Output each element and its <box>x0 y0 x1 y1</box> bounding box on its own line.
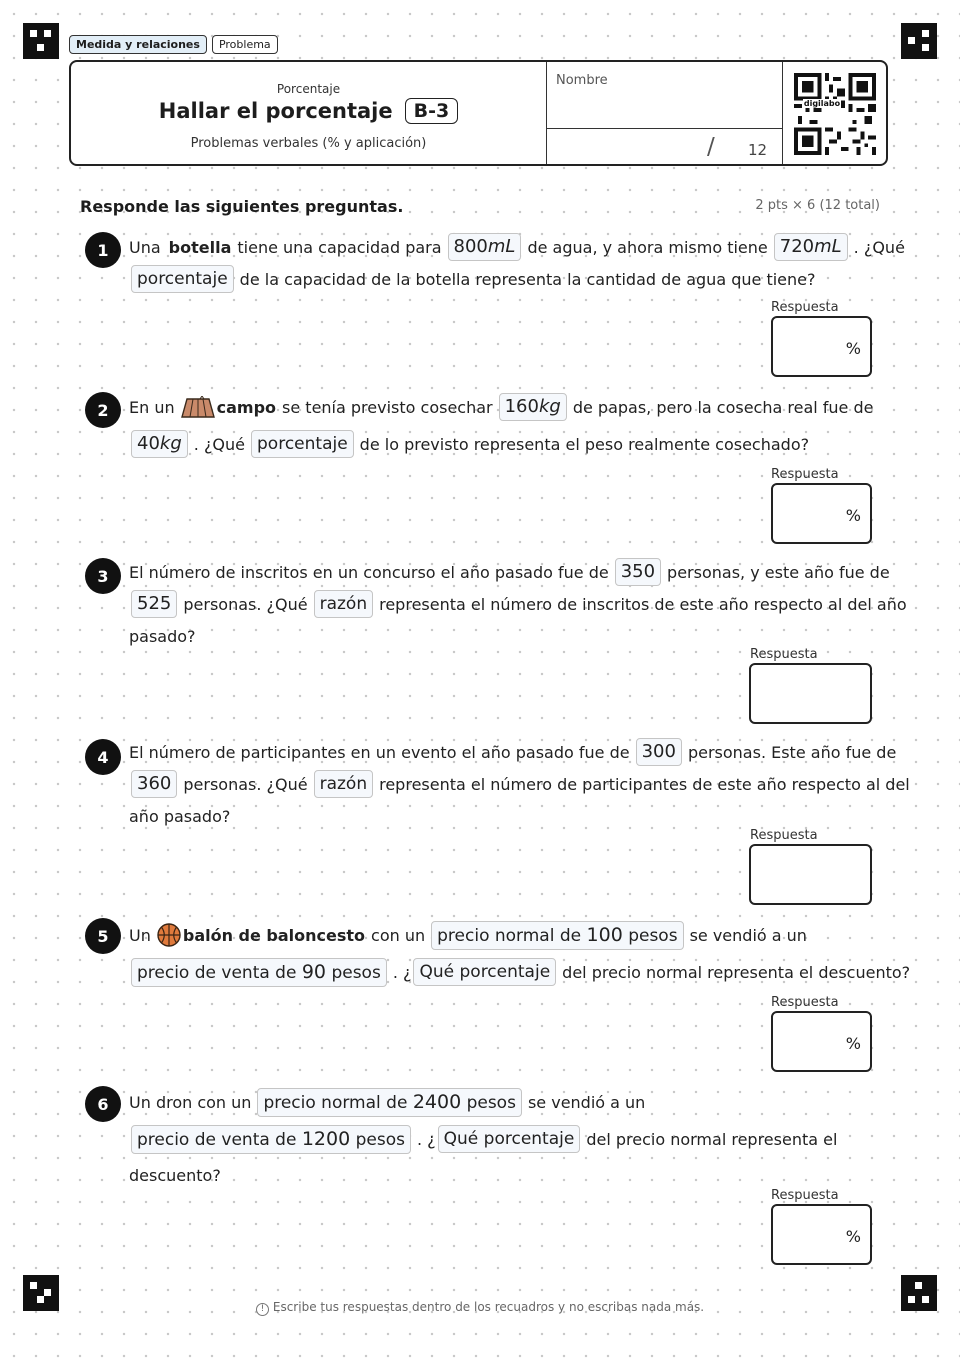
question-3: El número de inscritos en un concurso el año pasado fue de 350 personas, y este año fue de 525 personas. ¿Qué razón representa el número de inscritos de este año respecto al del año pasado? <box>129 556 874 652</box>
question-number-5: 5 <box>85 918 121 954</box>
question-number-2: 2 <box>85 392 121 428</box>
question-2: En un campo se tenía previsto cosechar 160kg de papas, pero la cosecha real fue de 40kg . ¿Qué porcentaje de lo previsto representa el peso realmente cosechado? <box>129 390 874 464</box>
value-last-year: 350 <box>615 558 661 586</box>
subtitle: Problemas verbales (% y aplicación) <box>190 136 427 151</box>
tag-category: Medida y relaciones <box>69 35 207 54</box>
percent-sign: % <box>845 1227 861 1246</box>
score-slash: / <box>707 134 715 160</box>
box-normal-price: precio normal de 100 pesos <box>431 921 683 950</box>
question-number-3: 3 <box>85 558 121 594</box>
name-score-area <box>546 62 783 164</box>
value-current: 720mL <box>774 233 848 261</box>
info-icon: ! <box>256 1303 269 1316</box>
value-last-year: 300 <box>636 738 682 766</box>
answer-label-5: Respuesta <box>771 995 839 1010</box>
question-6: Un dron con un precio normal de 2400 pesos se vendió a un precio de venta de 1200 pesos . ¿ Qué porcentaje del precio normal representa el descuento? <box>129 1084 874 1192</box>
question-number-6: 6 <box>85 1086 121 1122</box>
basketball-icon <box>157 923 181 947</box>
corner-marker-top-left <box>23 23 59 59</box>
keyword-field: campo <box>216 397 277 417</box>
answer-box-3[interactable] <box>749 663 872 724</box>
footer-note <box>0 1300 960 1316</box>
qr-area <box>781 62 886 164</box>
answer-box-6[interactable] <box>771 1204 872 1265</box>
instructions: Responde las siguientes preguntas. <box>80 197 404 216</box>
answer-label-1: Respuesta <box>771 300 839 315</box>
question-5: Un balón de baloncesto con un precio normal de 100 pesos se vendió a un precio de venta de 90 pesos . ¿ Qué porcentaje del precio normal representa el descuento? <box>129 917 874 991</box>
corner-marker-top-right <box>901 23 937 59</box>
value-harvested: 40kg <box>131 430 188 458</box>
keyword-basketball: balón de baloncesto <box>182 925 366 945</box>
header-title-area <box>71 62 546 164</box>
keyword-bottle: botella <box>168 237 232 257</box>
answer-label-4: Respuesta <box>750 828 818 843</box>
points-summary: 2 pts × 6 (12 total) <box>755 198 880 213</box>
percent-sign: % <box>845 506 861 525</box>
box-sale-price: precio de venta de 1200 pesos <box>131 1125 411 1154</box>
keyword-razon: razón <box>314 590 374 618</box>
value-planned: 160kg <box>499 393 567 421</box>
qr-brand-label: digilabo <box>803 99 841 108</box>
value-this-year: 525 <box>131 590 177 618</box>
keyword-que-porcentaje: Qué porcentaje <box>413 958 556 986</box>
question-4: El número de participantes en un evento el año pasado fue de 300 personas. Este año fue de 360 personas. ¿Qué razón representa el número de participantes de este año respecto al del año pasado? <box>129 736 874 832</box>
answer-box-2[interactable] <box>771 483 872 544</box>
percent-sign: % <box>845 1034 861 1053</box>
box-normal-price: precio normal de 2400 pesos <box>257 1088 522 1117</box>
category-tags <box>69 35 278 54</box>
question-1: Una botella tiene una capacidad para 800mL de agua, y ahora mismo tiene 720mL . ¿Qué porcentaje de la capacidad de la botella representa la cantidad de agua que tiene? <box>129 232 874 296</box>
field-icon <box>181 396 215 418</box>
answer-label-3: Respuesta <box>750 647 818 662</box>
topic-label: Porcentaje <box>276 82 341 96</box>
percent-sign: % <box>845 339 861 358</box>
score-total: 12 <box>748 141 768 159</box>
worksheet-header <box>69 60 888 166</box>
footer-text: Escribe tus respuestas dentro de los recuadros y no escribas nada más. <box>272 1300 705 1314</box>
value-this-year: 360 <box>131 770 177 798</box>
answer-label-2: Respuesta <box>771 467 839 482</box>
page-title: Hallar el porcentaje <box>158 99 393 123</box>
question-number-1: 1 <box>85 232 121 268</box>
answer-box-4[interactable] <box>749 844 872 905</box>
header-divider <box>547 128 782 129</box>
tag-type: Problema <box>212 35 278 54</box>
value-capacity: 800mL <box>448 233 522 261</box>
qr-code-icon <box>794 73 876 155</box>
answer-box-1[interactable] <box>771 316 872 377</box>
question-number-4: 4 <box>85 739 121 775</box>
keyword-razon: razón <box>314 770 374 798</box>
answer-box-5[interactable] <box>771 1011 872 1072</box>
keyword-que-porcentaje: Qué porcentaje <box>438 1125 581 1153</box>
box-sale-price: precio de venta de 90 pesos <box>131 958 387 987</box>
worksheet-code: B-3 <box>405 98 459 124</box>
answer-label-6: Respuesta <box>771 1188 839 1203</box>
keyword-porcentaje: porcentaje <box>251 430 354 458</box>
keyword-porcentaje: porcentaje <box>131 265 234 293</box>
name-label: Nombre <box>556 73 608 88</box>
